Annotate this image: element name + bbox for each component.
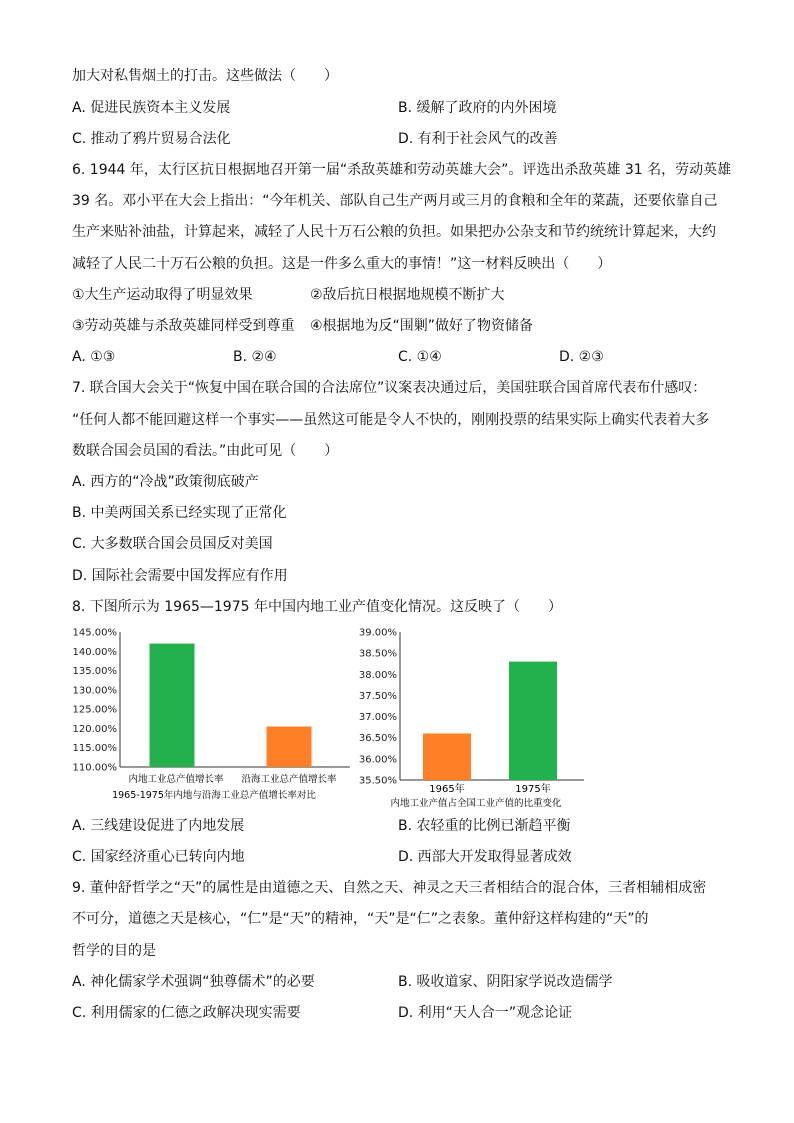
q9-option-d[interactable]: D. 利用“天人合一”观念论证 bbox=[398, 1005, 573, 1021]
chart-share bbox=[350, 622, 600, 812]
q8-option-b[interactable]: B. 农轻重的比例已渐趋平衡 bbox=[398, 818, 571, 834]
q6-statement-4: ④根据地为反“围剿”做好了物资储备 bbox=[310, 318, 534, 334]
y-tick-label: 140.00% bbox=[72, 646, 117, 658]
y-tick-label: 38.50% bbox=[358, 648, 397, 660]
q9-stem-line: 哲学的目的是 bbox=[72, 943, 156, 959]
bar bbox=[267, 727, 312, 768]
q6-stem-line: 39 名。邓小平在大会上指出：“今年机关、部队自己生产两月或三月的食粮和全年的菜蔬，还要依靠自己 bbox=[72, 193, 718, 209]
q6-statement-3: ③劳动英雄与杀敌英雄同样受到尊重 bbox=[72, 318, 295, 334]
bar bbox=[423, 733, 471, 780]
q6-stem-line: 生产来贴补油盐，计算起来，减轻了人民十万石公粮的负担。如果把办公杂支和节约统统计算起来，大约 bbox=[72, 224, 716, 240]
q5-option-b[interactable]: B. 缓解了政府的内外困境 bbox=[398, 100, 557, 116]
q6-stem-line: 减轻了人民二十万石公粮的负担。这是一件多么重大的事情！”这一材料反映出（ ） bbox=[72, 256, 612, 272]
y-tick-label: 38.00% bbox=[358, 669, 397, 681]
q9-stem-line: 不可分，道德之天是核心，“仁”是“天”的精神，“天”是“仁”之表象。董仲舒这样构建的“天”的 bbox=[72, 911, 649, 927]
chart-growth-rate bbox=[64, 622, 354, 808]
y-tick-label: 110.00% bbox=[72, 762, 117, 774]
x-tick-label: 内地工业总产值增长率 bbox=[128, 774, 224, 785]
bar bbox=[509, 662, 557, 780]
q8-option-c[interactable]: C. 国家经济重心已转向内地 bbox=[72, 849, 245, 865]
y-tick-label: 35.50% bbox=[358, 775, 397, 787]
q5-option-c[interactable]: C. 推动了鸦片贸易合法化 bbox=[72, 131, 231, 147]
q9-option-b[interactable]: B. 吸收道家、阴阳家学说改造儒学 bbox=[398, 974, 613, 990]
q7-option-a[interactable]: A. 西方的“冷战”政策彻底破产 bbox=[72, 474, 259, 490]
y-tick-label: 36.00% bbox=[358, 754, 397, 766]
x-tick-label: 1975年 bbox=[515, 784, 551, 795]
q5-option-a[interactable]: A. 促进民族资本主义发展 bbox=[72, 100, 231, 116]
q9-option-c[interactable]: C. 利用儒家的仁德之政解决现实需要 bbox=[72, 1005, 301, 1021]
q7-stem-line: 数联合国会员国的看法。”由此可见（ ） bbox=[72, 443, 339, 459]
q7-option-d[interactable]: D. 国际社会需要中国发挥应有作用 bbox=[72, 568, 288, 584]
q6-option-d[interactable]: D. ②③ bbox=[559, 349, 604, 365]
q9-stem-line: 9. 董仲舒哲学之“天”的属性是由道德之天、自然之天、神灵之天三者相结合的混合体，三者相辅相成密 bbox=[72, 880, 707, 896]
q6-statement-2: ②敌后抗日根据地规模不断扩大 bbox=[310, 287, 505, 303]
chart-title: 内地工业产值占全国工业产值的比重变化 bbox=[390, 798, 562, 809]
q8-option-a[interactable]: A. 三线建设促进了内地发展 bbox=[72, 818, 245, 834]
y-tick-label: 135.00% bbox=[72, 666, 117, 678]
q7-option-b[interactable]: B. 中美两国关系已经实现了正常化 bbox=[72, 505, 287, 521]
q7-option-c[interactable]: C. 大多数联合国会员国反对美国 bbox=[72, 536, 273, 552]
q8-stem: 8. 下图所示为 1965—1975 年中国内地工业产值变化情况。这反映了（ ） bbox=[72, 599, 562, 615]
y-tick-label: 130.00% bbox=[72, 685, 117, 697]
q7-stem-line: “任何人都不能回避这样一个事实——虽然这可能是令人不快的，刚刚投票的结果实际上确实代表着大多 bbox=[72, 412, 710, 428]
x-tick-label: 沿海工业总产值增长率 bbox=[241, 774, 337, 785]
chart-title: 1965-1975年内地与沿海工业总产值增长率对比 bbox=[112, 790, 316, 801]
x-tick-label: 1965年 bbox=[429, 784, 465, 795]
q5-option-d[interactable]: D. 有利于社会风气的改善 bbox=[398, 131, 558, 147]
q7-stem-line: 7. 联合国大会关于“恢复中国在联合国的合法席位”议案表决通过后，美国驻联合国首席代表布什感叹： bbox=[72, 380, 707, 396]
q6-option-c[interactable]: C. ①④ bbox=[398, 349, 442, 365]
y-tick-label: 145.00% bbox=[72, 627, 117, 639]
y-tick-label: 115.00% bbox=[72, 743, 117, 755]
q6-option-b[interactable]: B. ②④ bbox=[233, 349, 277, 365]
y-tick-label: 120.00% bbox=[72, 723, 117, 735]
q5-stem-tail: 加大对私售烟土的打击。这些做法（ ） bbox=[72, 68, 338, 84]
q6-statement-1: ①大生产运动取得了明显效果 bbox=[72, 287, 253, 303]
q9-option-a[interactable]: A. 神化儒家学术强调“独尊儒术”的必要 bbox=[72, 974, 315, 990]
y-tick-label: 37.50% bbox=[358, 690, 397, 702]
q6-option-a[interactable]: A. ①③ bbox=[72, 349, 116, 365]
bar bbox=[150, 644, 195, 767]
q6-stem-line: 6. 1944 年，太行区抗日根据地召开第一届“杀敌英雄和劳动英雄大会”。评选出杀敌英雄 31 名，劳动英雄 bbox=[72, 162, 732, 178]
q8-option-d[interactable]: D. 西部大开发取得显著成效 bbox=[398, 849, 572, 865]
y-tick-label: 37.00% bbox=[358, 712, 397, 724]
y-tick-label: 125.00% bbox=[72, 704, 117, 716]
y-tick-label: 36.50% bbox=[358, 733, 397, 745]
y-tick-label: 39.00% bbox=[358, 627, 397, 639]
